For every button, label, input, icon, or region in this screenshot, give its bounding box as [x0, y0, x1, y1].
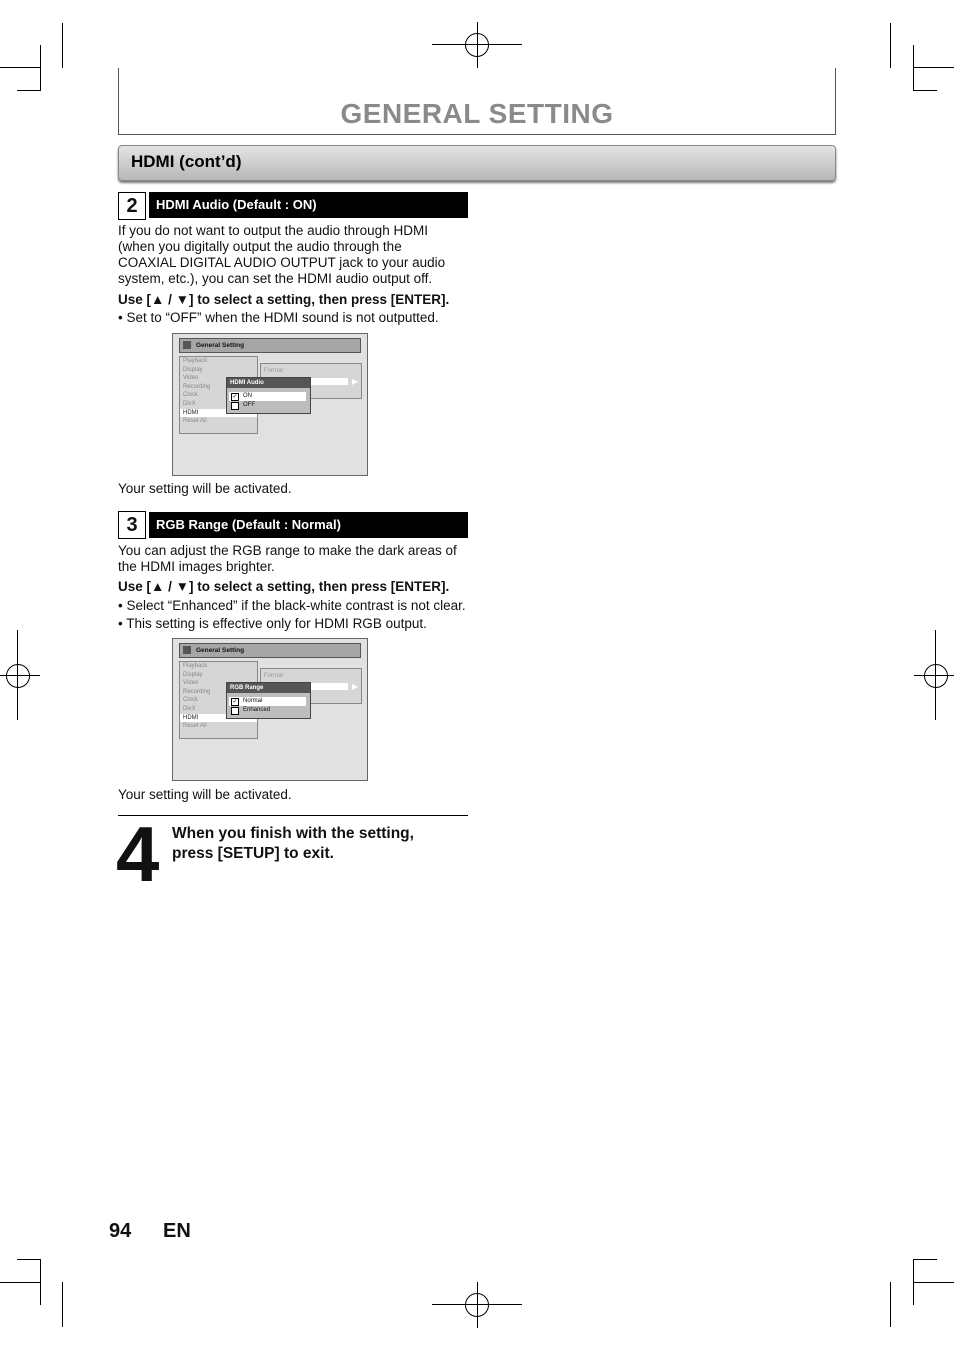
step-result: Your setting will be activated. — [118, 481, 292, 496]
registration-mark — [6, 664, 30, 688]
step-number: 3 — [118, 511, 146, 539]
arrow-right-icon: ▶ — [351, 377, 358, 386]
screen-title: General Setting — [196, 647, 245, 654]
crop-mark — [40, 1259, 41, 1305]
crop-mark — [935, 630, 936, 720]
option-label: Enhanced — [243, 707, 271, 713]
step-bullet: • This setting is effective only for HDMI RGB output. — [118, 616, 427, 631]
crop-mark — [477, 22, 478, 68]
screen-illustration — [172, 333, 368, 476]
crop-mark — [913, 1259, 937, 1260]
crop-mark — [0, 1282, 40, 1283]
screen-illustration — [172, 638, 368, 781]
crop-mark — [0, 675, 40, 676]
step-bullet: • Set to “OFF” when the HDMI sound is not outputted. — [118, 310, 439, 325]
crop-mark — [913, 45, 914, 91]
menu-item: Reset All — [183, 418, 207, 425]
step-instruction: Use [▲ / ▼] to select a setting, then press [ENTER]. — [118, 579, 450, 594]
menu-item: Clock — [183, 697, 199, 704]
menu-item-selected: HDMI — [180, 409, 257, 418]
step-number-large: 4 — [116, 810, 160, 898]
wrench-icon — [183, 341, 191, 349]
body-line: (when you digitally output the audio through the — [118, 239, 402, 254]
popup-option — [229, 392, 306, 401]
section-header — [118, 145, 836, 181]
crop-mark — [477, 1282, 478, 1328]
section-title: HDMI (cont’d) — [131, 152, 242, 171]
popup-option — [229, 706, 306, 715]
menu-item-selected: HDMI — [180, 714, 257, 723]
final-line: press [SETUP] to exit. — [172, 845, 334, 862]
final-line: When you finish with the setting, — [172, 825, 414, 842]
option-label: OFF — [243, 402, 255, 408]
body-line: system, etc.), you can set the HDMI audio output off. — [118, 271, 433, 286]
screen-title: General Setting — [196, 342, 245, 349]
checkbox-checked-icon: ✓ — [232, 699, 238, 705]
menu-item: DivX — [183, 400, 196, 407]
menu-item: Video — [183, 680, 199, 687]
menu-item: Playback — [183, 663, 208, 669]
wrench-icon — [183, 646, 191, 654]
body-line: You can adjust the RGB range to make the dark areas of — [118, 543, 457, 558]
body-line: If you do not want to output the audio through HDMI — [118, 223, 428, 238]
crop-mark — [914, 67, 954, 68]
step-bullet: • Select “Enhanced” if the black-white contrast is not clear. — [118, 598, 466, 613]
crop-mark — [62, 1282, 63, 1327]
arrow-right-icon: ▶ — [351, 682, 358, 691]
option-label: ON — [243, 393, 252, 399]
checkbox-icon — [231, 402, 239, 410]
menu-item: Video — [183, 375, 199, 382]
popup-title: RGB Range — [227, 683, 310, 693]
page-title: GENERAL SETTING — [340, 98, 614, 129]
option-label: Normal — [243, 698, 263, 704]
crop-mark — [914, 675, 954, 676]
page-language: EN — [163, 1220, 191, 1242]
registration-mark — [924, 664, 948, 688]
body-line: the HDMI images brighter. — [118, 559, 275, 574]
menu-item: Reset All — [183, 723, 207, 730]
step-body — [118, 223, 445, 287]
checkbox-icon — [231, 707, 239, 715]
step-heading: RGB Range (Default : Normal) — [149, 512, 468, 538]
screen-popup — [226, 682, 311, 719]
step-heading: HDMI Audio (Default : ON) — [149, 192, 468, 218]
crop-mark — [40, 45, 41, 91]
popup-option — [229, 697, 306, 706]
screen-popup — [226, 377, 311, 414]
crop-mark — [62, 23, 63, 68]
menu-item: Playback — [183, 358, 208, 364]
crop-mark — [17, 90, 41, 91]
crop-mark — [913, 90, 937, 91]
step-number: 2 — [118, 192, 146, 220]
checkbox-checked-icon: ✓ — [232, 394, 238, 400]
menu-item: Clock — [183, 392, 199, 399]
screen-title-bar — [179, 643, 361, 658]
crop-mark — [890, 23, 891, 68]
crop-mark — [17, 630, 18, 720]
menu-item: DivX — [183, 705, 196, 712]
menu-item: Recording — [183, 383, 211, 390]
divider — [118, 815, 468, 816]
popup-option — [229, 401, 306, 410]
submenu-label: Format — [264, 673, 284, 679]
menu-item: Display — [183, 366, 203, 373]
menu-item: Display — [183, 671, 203, 678]
crop-mark — [913, 1259, 914, 1305]
crop-mark — [17, 1259, 41, 1260]
step-result: Your setting will be activated. — [118, 787, 292, 802]
menu-item: Recording — [183, 688, 211, 695]
screen-title-bar — [179, 338, 361, 353]
popup-title: HDMI Audio — [227, 378, 310, 388]
step-final-text — [172, 824, 414, 864]
step-body — [118, 543, 457, 575]
crop-mark — [890, 1282, 891, 1327]
crop-mark — [914, 1282, 954, 1283]
step-instruction: Use [▲ / ▼] to select a setting, then press [ENTER]. — [118, 292, 450, 307]
submenu-label: Format — [264, 368, 284, 374]
page-number: 94 — [109, 1220, 132, 1242]
body-line: COAXIAL DIGITAL AUDIO OUTPUT jack to your audio — [118, 255, 446, 270]
crop-mark — [0, 67, 40, 68]
